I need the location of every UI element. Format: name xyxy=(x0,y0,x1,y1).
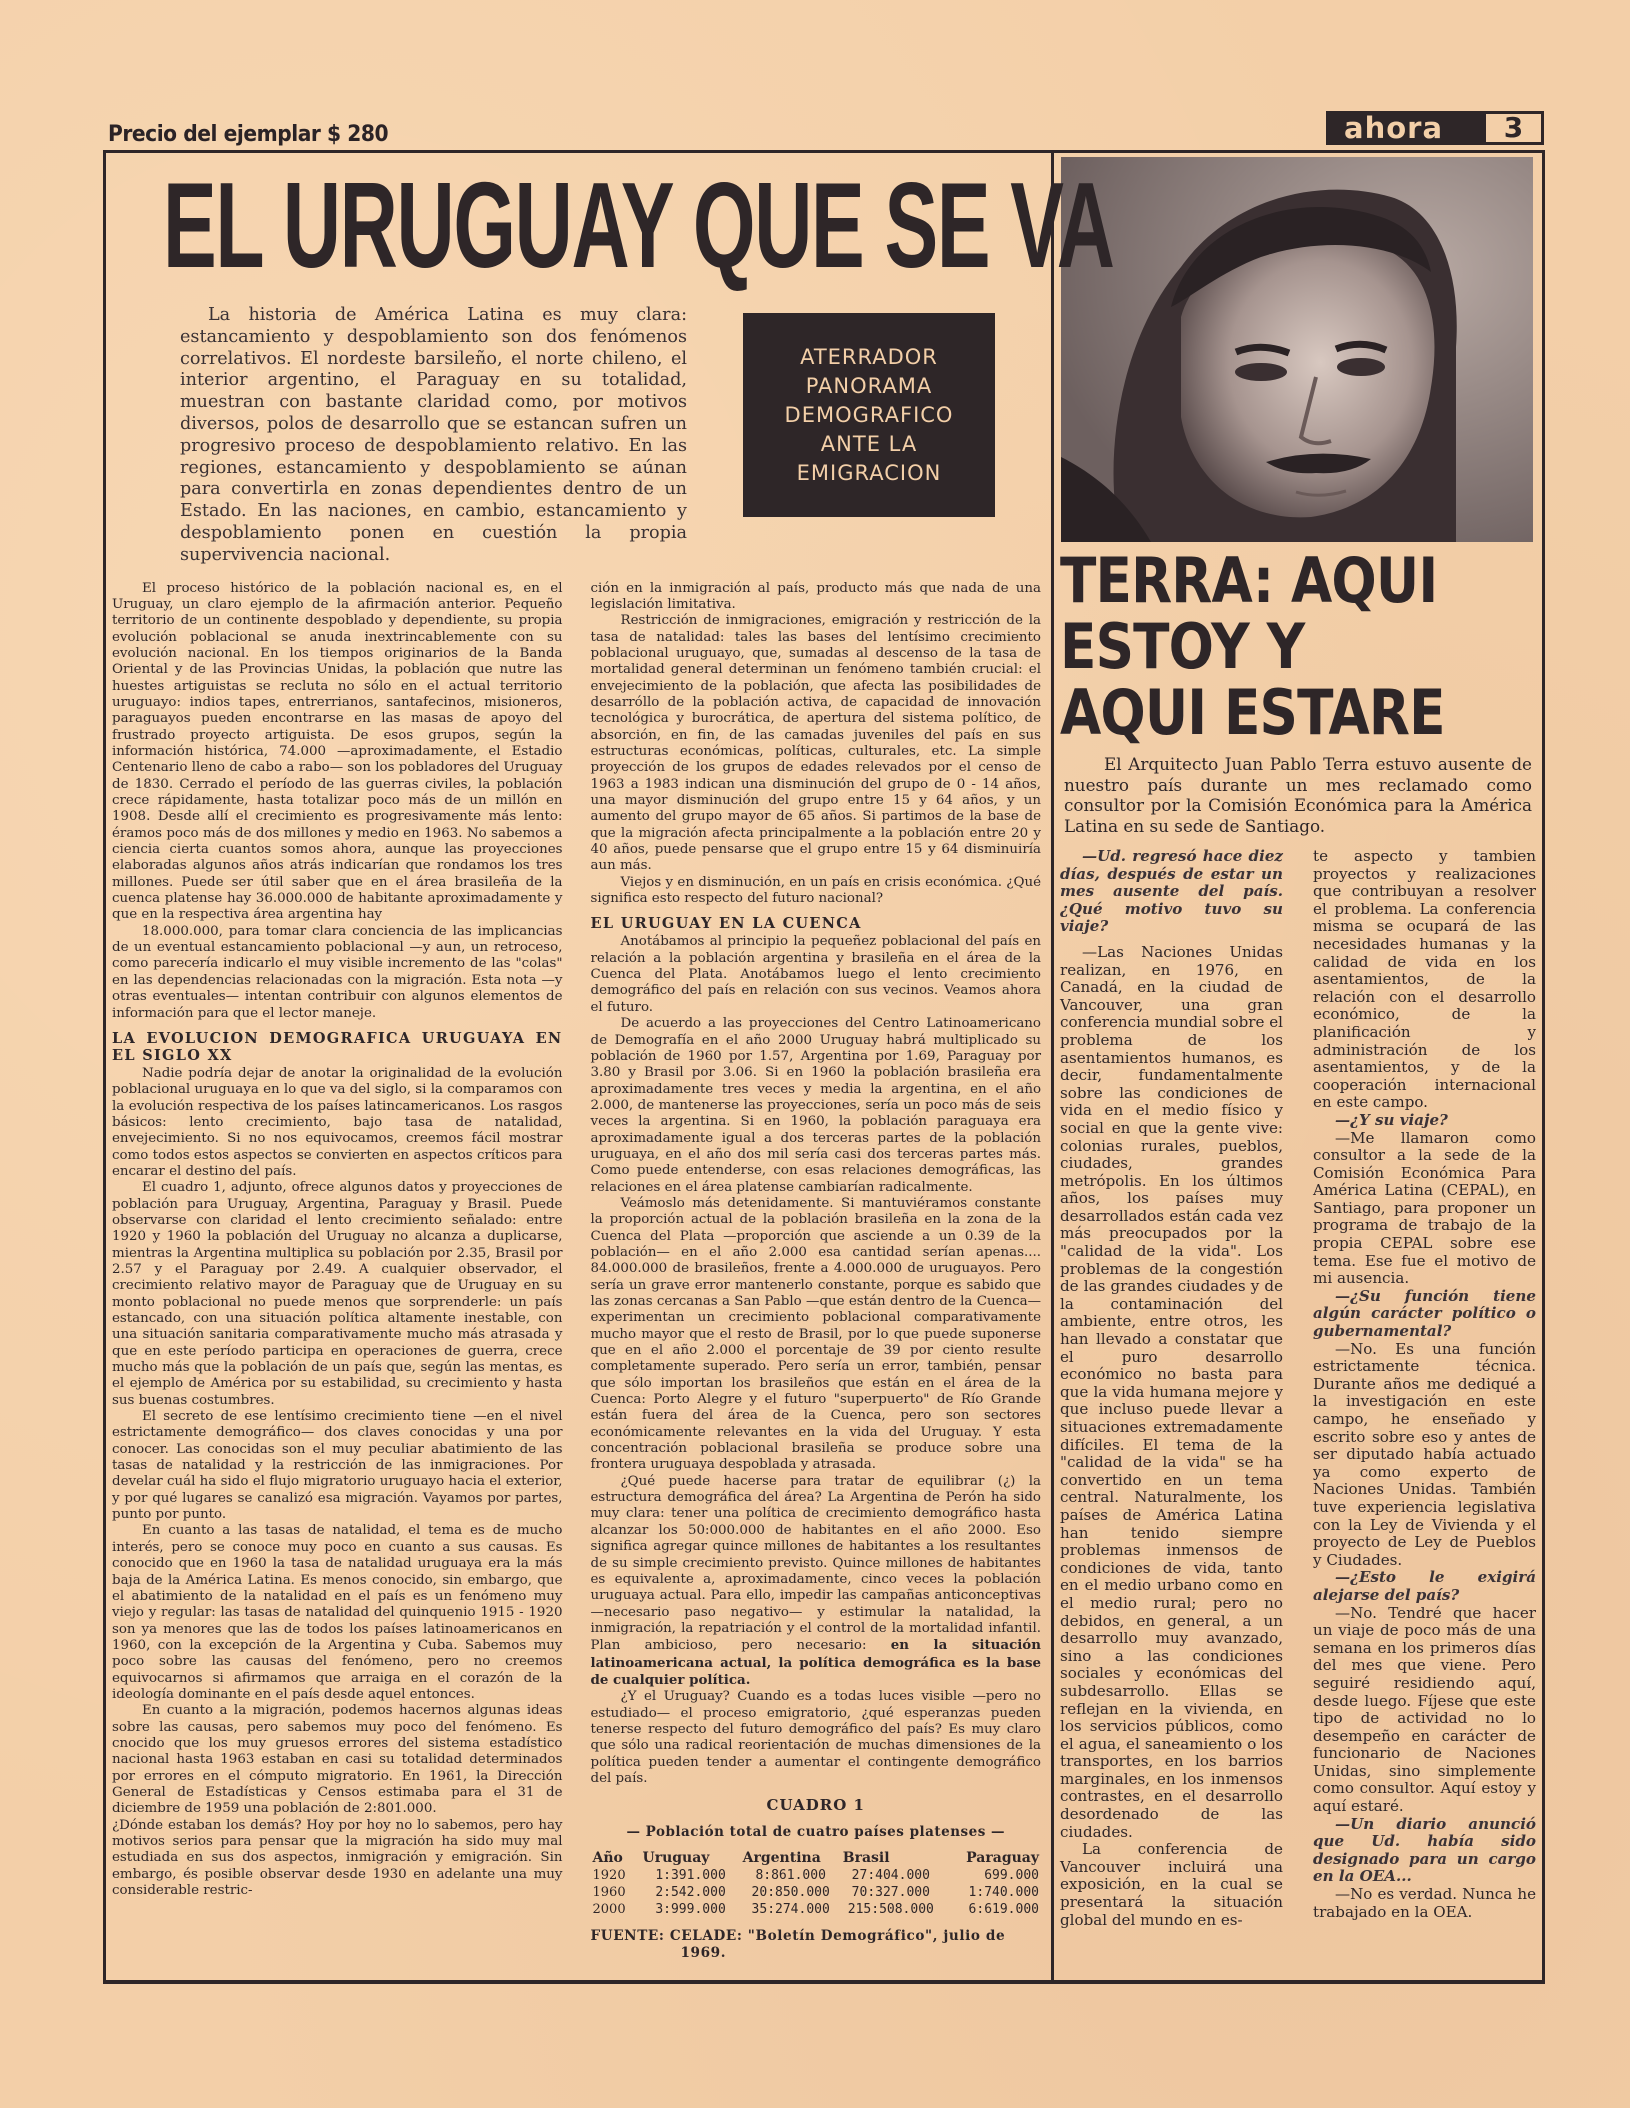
paragraph xyxy=(591,1474,1042,1689)
table-row xyxy=(591,1901,1042,1918)
headline-line: ESTOY Y xyxy=(1060,610,1305,683)
paragraph: ¿Y el Uruguay? Cuando es a todas luces visible —pero no estudiado— el proceso emigratorio, ¿qué esperanzas pueden tenerse respecto del futuro demográfico del país? Es muy claro que sólo una radical reorientación de muchas dimensiones de la política pueden tender a aumentar el contingente demográfico del país. xyxy=(590,1689,1041,1786)
interview-answer: —No. Tendré que hacer un viaje de poco más de una semana en los primeros días del mes que viene. Pero seguiré residiendo aquí, desde luego. Fíjese que este tipo de actividad no lo desempeño en carácter de funcionario de Naciones Unidas, sino simplemente como consultor. Aquí estoy y aquí estaré. xyxy=(1313,1603,1536,1816)
table-cell: 3:999.000 xyxy=(655,1902,726,1917)
paragraph: Viejos y en disminución, en un país en crisis económica. ¿Qué significa esto respecto del futuro nacional? xyxy=(590,874,1041,907)
source-line: 1969. xyxy=(680,1945,727,1961)
kicker-line: ANTE LA xyxy=(820,431,918,456)
interview-answer: te aspecto y tambien proyectos y realizaciones que contribuyan a resolver el problema. La conferencia misma se ocupará de las necesidades humanas y la calidad de vida en los asentamientos, de la relación con el desarrollo económico, de la planificación y administración de los asentamientos, y de la cooperación internacional en este campo. xyxy=(1313,847,1536,1112)
kicker-line: EMIGRACION xyxy=(796,460,942,485)
publication-name: ahora xyxy=(1344,111,1444,145)
interview-question: —Un diario anunció que Ud. había sido designado para un cargo en la OEA... xyxy=(1313,1814,1536,1886)
main-intro: La historia de América Latina es muy clara: estancamiento y despoblamiento son dos fenómenos correlativos. El nordeste barsileño, el norte chileno, el interior argentino, el Paraguay en su totalidad, muestran con bastante claridad como, por motivos diversos, polos de desarrollo que se estancan sufren un progresivo proceso de despoblamiento relativo. En las regiones, estancamiento y despoblamiento se aúnan para convertirla en zonas dependientes dentro de un Estado. En las naciones, en cambio, estancamiento y despoblamiento ponen en cuestión la propia supervivencia nacional. xyxy=(180,305,687,565)
interview-question: —¿Esto le exigirá alejarse del país? xyxy=(1313,1568,1536,1604)
paragraph: 18.000.000, para tomar clara conciencia de las implicancias de un eventual estancamiento poblacional —y aun, un retroceso, como parecería indicarlo el muy visible incremento de las "colas" en las dependencias relacionadas con la migración. Esta nota —y otras eventuales— intentan contribuir con algunos elementos de información para que el lector maneje. xyxy=(112,923,563,1021)
page-number: 3 xyxy=(1486,114,1541,142)
paragraph-text: ¿Qué puede hacerse para tratar de equilibrar (¿) la estructura demográfica del área? La Argentina de Perón ha sido muy clara: tener una política de crecimiento demográfico hasta alcanzar los 50:000.000 de habitantes en el año 2000. Eso significa agregar quince millones de habitantes a los resultantes de su simple crecimiento previsto. Quince millones de habitantes es equivalente a, aproximadamente, cinco veces la población uruguaya actual. Para ello, impedir las campañas anticonceptivas —necesario paso negativo— y estimular la natalidad, la inmigración, la repatriación y el control de la mortalidad infantil. Plan ambicioso, pero necesario: xyxy=(590,1473,1041,1654)
emphasis-text: en la situación latinoamericana actual, la política demográfica es la base de cualquier política. xyxy=(590,1637,1041,1688)
table-cell: 27:404.000 xyxy=(851,1868,930,1883)
table-cell: 215:508.000 xyxy=(847,1902,934,1917)
table-cell: 1960 xyxy=(592,1885,626,1900)
main-article-frame xyxy=(103,150,1114,1980)
paragraph: En cuanto a la migración, podemos hacernos algunas ideas sobre las causas, pero sabemos muy poco del fenómeno. Es cnocido que los muy gruesos errores del sistema estadístico nacional hasta 1963 estaban en casi su totalidad determinados por errores en el cómputo migratorio. En 1961, la Dirección General de Estadísticas y Censos estimaba para el 31 de diciembre de 1959 una población de 2:801.000. xyxy=(112,1703,563,1817)
table-header-row xyxy=(591,1850,1042,1867)
masthead xyxy=(1326,111,1544,145)
table-cell: 35:274.000 xyxy=(751,1902,830,1917)
table-source xyxy=(591,1928,1042,1962)
kicker-line: PANORAMA xyxy=(805,373,933,398)
kicker-line: ATERRADOR xyxy=(800,344,938,369)
interview-columns xyxy=(1060,848,1536,1929)
paragraph: El secreto de ese lentísimo crecimiento tiene —en el nivel estrictamente demográfico— dos claves conocidas y una por conocer. Las conocidas son el muy peculiar abatimiento de las tasas de natalidad y la restricción de las inmigraciones. Por develar cuál ha sido el flujo migratorio uruguayo hacia el exterior, y por qué lugares se canalizó esa migración. Vayamos por partes, punto por punto. xyxy=(112,1409,563,1523)
article-columns xyxy=(106,581,1051,1962)
table-cell: 2:542.000 xyxy=(655,1885,726,1900)
table-cell: 2000 xyxy=(592,1902,626,1917)
paragraph: ción en la inmigración al país, producto más que nada de una legislación limitativa. xyxy=(590,580,1041,612)
top-bar xyxy=(0,0,1630,150)
interview-column-left xyxy=(1060,848,1283,1929)
source-line: FUENTE: CELADE: "Boletín Demográfico", julio de xyxy=(590,1928,1006,1944)
interview-answer: —No es verdad. Nunca he trabajado en la OEA. xyxy=(1313,1885,1536,1921)
table-cell: 1:391.000 xyxy=(655,1868,726,1883)
table-cell: 1:740.000 xyxy=(968,1885,1039,1900)
portrait-photo xyxy=(1061,157,1533,542)
paragraph: En cuanto a las tasas de natalidad, el tema es de mucho interés, pero se conoce muy poco en cuanto a sus causas. Es conocido que en 1960 la tasa de natalidad uruguaya era la más baja de la América Latina. Es menos conocido, sin embargo, que el abatimiento de la natalidad en el país es un fenómeno muy viejo y regular: las tasas de natalidad del quinquenio 1915 - 1920 son ya menores que las de todos los países latinoamericanos en 1960, con la excepción de la Argentina y Cuba. Sabemos muy poco sobre las causas del fenómeno, pero no creemos equivocarnos si afirmamos que arraiga en el corazón de la ideología dominante en el país desde aquel entonces. xyxy=(112,1523,563,1702)
headline-line: TERRA: AQUI xyxy=(1060,544,1438,617)
interview-column-right xyxy=(1313,848,1536,1929)
headline-line: AQUI ESTARE xyxy=(1060,676,1445,749)
column-header: Uruguay xyxy=(642,1850,710,1866)
paragraph: De acuerdo a las proyecciones del Centro Latinoamericano de Demografía en el año 2000 Uruguay habrá multiplicado su población de 1960 por 1.57, Argentina por 1.69, Paraguay por 3.80 y Brasil por 3.06. Si en 1960 la población brasileña era aproximadamente tres veces y media la argentina, en el año 2.000, de mantenerse las proyecciones, sería un poco más de seis veces la argentina. Si en 1960, la población paraguaya era aproximadamente igual a dos terceras partes de la población uruguaya, en el año dos mil sería casi dos terceras partes más. Como puede entenderse, con esas relaciones demográficas, las relaciones en el área platense cambiarían radicalmente. xyxy=(590,1016,1041,1195)
interview-intro: El Arquitecto Juan Pablo Terra estuvo ausente de nuestro país durante un mes reclamado como consultor por la Comisión Económica para la América Latina en su sede de Santiago. xyxy=(1064,754,1532,836)
interview-answer: —Me llamaron como consultor a la sede de la Comisión Económica Para América Latina (CEPAL), en Santiago, para proponer un programa de trabajo de la propia CEPAL sobre ese tema. Ese fue el motivo de mi ausencia. xyxy=(1313,1128,1536,1288)
table-cell: 20:850.000 xyxy=(751,1885,830,1900)
subheading: LA EVOLUCION DEMOGRAFICA URUGUAYA EN EL SIGLO XX xyxy=(112,1029,563,1064)
kicker-box xyxy=(743,313,995,517)
interview-answer: —Las Naciones Unidas realizan, en 1976, en Canadá, en la ciudad de Vancouver, una gran conferencia mundial sobre el problema de los asentamientos humanos, es decir, fundamentalmente sobre las condiciones de vida en el medio físico y social en que la gente vive: colonias rurales, pueblos, ciudades, grandes metrópolis. En los últimos años, los países muy desarrollados están cada vez más preocupados por la "calidad de la vida". Los problemas de la congestión de las grandes ciudades y de la contaminación del ambiente, entre otros, les han llevado a constatar que el puro desarrollo económico no basta para que la vida humana mejore y que incluso puede llevar a situaciones extremadamente difíciles. El tema de la "calidad de la vida" se ha convertido en un tema central. Naturalmente, los países de América Latina han tenido siempre problemas inmensos de condiciones de vida, tanto en el medio urbano como en el medio rural; pero no debidos, en general, a un desarrollo muy avanzado, sino a las condiciones sociales y económicas del subdesarrollo. Ellas se reflejan en la vivienda, en los servicios públicos, como el agua, el saneamiento o los transportes, en los barrios marginales, en los inmensos contrastes, en el desarrollo desordenado de las ciudades. xyxy=(1060,942,1283,1841)
issue-price: Precio del ejemplar $ 280 xyxy=(108,122,389,147)
population-table xyxy=(591,1850,1042,1918)
interview-question: —¿Su función tiene algún carácter político o gubernamental? xyxy=(1313,1286,1536,1341)
column-header: Año xyxy=(592,1850,623,1866)
interview-headline xyxy=(1060,544,1536,749)
interview-frame xyxy=(1054,150,1545,1980)
main-headline-text: EL URUGUAY QUE SE VA xyxy=(163,157,1114,293)
table-subtitle: — Población total de cuatro países platenses — xyxy=(626,1823,1006,1840)
paragraph: Nadie podría dejar de anotar la originalidad de la evolución poblacional uruguaya en lo que va del siglo, si la comparamos con la evolución respectiva de los países latincamericanos. Los rasgos básicos: lento crecimiento, bajo tasa de natalidad, envejecimiento. Si no nos equivocamos, creemos fácil mostrar como todos estos aspectos se convierten en aspectos críticos para encarar el destino del país. xyxy=(112,1065,563,1179)
table-title: CUADRO 1 xyxy=(766,1796,865,1815)
paragraph: Veámoslo más detenidamente. Si mantuviéramos constante la proporción actual de la población brasileña en la zona de la Cuenca del Plata —proporción que asciende a un 0.39 de la población— en el año 2.000 esa cantidad serían apenas.... 84.000.000 de brasileños, frente a 4.000.000 de uruguayos. Pero sería un grave error mantenerlo constante, porque es sabido que las zonas cercanas a San Pablo —que están dentro de la Cuenca— experimentan un crecimiento poblacional comparativamente mucho mayor que el resto de Brasil, por lo que puede suponerse que en el año 2.000 el porcentaje de 39 por ciento resulte completamente superado. Pero sería un error, también, pensar que sólo importan los brasileños que están en el área de la Cuenca: Porto Alegre y el futuro "superpuerto" de Río Grande están fuera del área de la Cuenca, pero son sectores económicamente relevantes en la vida del Uruguay. Y esta concentración poblacional brasileña se produce sobre una frontera uruguaya despoblada y atrasada. xyxy=(590,1195,1041,1473)
interview-question: —¿Y su viaje? xyxy=(1335,1110,1448,1129)
kicker-line: DEMOGRAFICO xyxy=(784,402,954,427)
paragraph: El cuadro 1, adjunto, ofrece algunos datos y proyecciones de población para Uruguay, Argentina, Paraguay y Brasil. Puede observarse con claridad el lento crecimiento señalado: entre 1920 y 1960 la población del Uruguay no alcanza a duplicarse, mientras la Argentina multiplica su población por 2.35, Brasil por 2.57 y el Paraguay por 2.49. A cualquier observador, el crecimiento relativo mayor de Paraguay que de Uruguay en su monto poblacional no puede menos que sorprenderle: un país estancado, con una situación política altamente inestable, con una situación sanitaria comparativamente mucho más atrasada y que en este período participa en operaciones de guerra, crece mucho más que la población de un país que, según las mentas, es el ejemplo de América por su estabilidad, su crecimiento y hasta sus buenas costumbres. xyxy=(112,1180,563,1408)
column-header: Paraguay xyxy=(966,1850,1039,1866)
table-cell: 1920 xyxy=(592,1868,626,1883)
column-header: Argentina xyxy=(742,1850,821,1866)
table-row xyxy=(591,1867,1042,1884)
paragraph: Anotábamos al principio la pequeñez poblacional del país en relación a la población argentina y brasileña en el área de la Cuenca del Plata. Anotábamos luego el lento crecimiento demográfico del país en relación con sus vecinos. Veamos ahora el futuro. xyxy=(590,934,1041,1015)
table-row xyxy=(591,1884,1042,1901)
paragraph: Restricción de inmigraciones, emigración y restricción de la tasa de natalidad: tales las bases del lentísimo crecimiento poblacional uruguayo, que, sumadas al descenso de la tasa de mortalidad general determinan un fenómeno también crucial: el envejecimiento de la población, que afecta las posibilidades de desarróllo de la población activa, de capacidad de innovación tecnológica y burocrática, de apertura del sistema político, de absorción, en fin, de las camadas juveniles del país en sus estructuras económicas, políticas, culturales, etc. La simple proyección de los grupos de edades relevados por el censo de 1963 a 1983 indican una disminución del grupo de 0 - 14 años, una mayor disminución del grupo entre 15 y 64 años, y un aumento del grupo mayor de 65 años. Si partimos de la base de que la migración afecta principalmente a la población entre 20 y 40 años, puede pensarse que el grupo entre 15 y 64 disminuiría aun más. xyxy=(590,613,1041,874)
table-cell: 699.000 xyxy=(984,1868,1039,1883)
bottom-margin xyxy=(0,1984,1630,2054)
column-header: Brasil xyxy=(842,1850,890,1866)
article-column-1 xyxy=(112,581,563,1962)
portrait-image xyxy=(1061,157,1533,542)
article-column-2 xyxy=(591,581,1042,1962)
table-cell: 6:619.000 xyxy=(968,1902,1039,1917)
table-cell: 8:861.000 xyxy=(755,1868,826,1883)
interview-answer: —No. Es una función estrictamente técnica. Durante años me dediqué a la investigación en este campo, he enseñado y escrito sobre eso y antes de ser diputado había actuado ya como experto de Naciones Unidas. También tuve experiencia legislativa con la Ley de Vivienda y el proyecto de Ley de Pueblos y Ciudades. xyxy=(1313,1339,1536,1569)
intro-row xyxy=(106,305,1051,567)
paragraph: El proceso histórico de la población nacional es, en el Uruguay, un claro ejemplo de la afirmación anterior. Pequeño territorio de un continente despoblado y dependiente, su propia evolución poblacional se anuda inextrincablemente con su evolución nacional. En los tiempos originarios de la Banda Oriental y de las Provincias Unidas, la población que nutre las huestes artiguistas se recluta no sólo en el actual territorio uruguayo: indios tapes, entrerrianos, santafecinos, misioneros, paraguayos pueden encontrarse en las masas de apoyo del frustrado proyecto artiguista. De esos grupos, según la información histórica, 74.000 —aproximadamente, el Estadio Centenario lleno de cabo a rabo— son los pobladores del Uruguay de 1830. Cerrado el período de las guerras civiles, la población crece rápidamente, hasta totalizar poco más de un millón en 1908. Desde allí el crecimiento es progresivamente más lento: éramos poco más de dos millones y medio en 1963. No sabemos a ciencia cierta cuantos somos ahora, aunque las proyecciones elaboradas algunos años atrás indicarían que rondamos los tres millones. Puede ser útil saber que en el área brasileña de la cuenca platense hay 36.000.000 de habitante aproximadamente y que en la respectiva área argentina hay xyxy=(112,580,563,923)
page-sheet xyxy=(103,150,1545,1984)
interview-question: —Ud. regresó hace diez días, después de estar un mes ausente del país. ¿Qué motivo tuvo su viaje? xyxy=(1060,847,1283,936)
subheading: EL URUGUAY EN LA CUENCA xyxy=(590,915,862,933)
interview-answer: La conferencia de Vancouver incluirá una exposición, en la cual se presentará la situación global del mundo en es- xyxy=(1060,1840,1283,1929)
interview-headline-text xyxy=(1060,544,1445,749)
table-cell: 70:327.000 xyxy=(851,1885,930,1900)
paragraph: ¿Dónde estaban los demás? Hoy por hoy no lo sabemos, pero hay motivos serios para pensar que la migración ha sido muy mal estudiada en sus dos aspectos, inmigración y emigración. Sin embargo, és posible observar desde 1930 en adelante una muy considerable restric- xyxy=(112,1817,563,1899)
main-headline xyxy=(163,157,1114,293)
population-table-block xyxy=(591,1797,1042,1962)
